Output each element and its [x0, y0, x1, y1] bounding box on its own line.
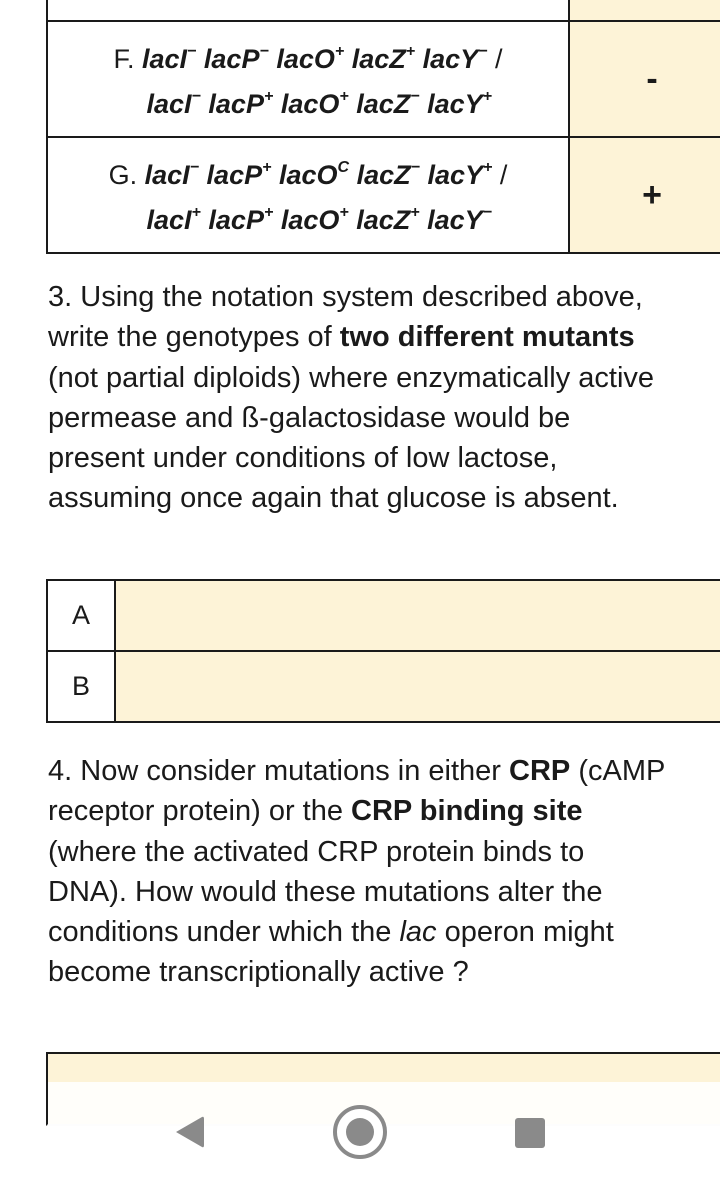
allele: lacI− — [144, 159, 200, 190]
row-label-a: A — [47, 580, 115, 651]
answer-cell-g[interactable]: + — [569, 137, 720, 253]
question-4: 4. Now consider mutations in either CRP (cAMP receptor protein) or the CRP binding site (where the activated CRP protein binds to DNA). How would these mutations alter the conditions under which the lac operon might become transcriptionally active ? — [48, 755, 665, 989]
genotype-line — [48, 79, 568, 124]
answer-table — [46, 579, 720, 723]
genotype-line — [48, 195, 568, 240]
row-label-b: B — [47, 651, 115, 722]
answer-cell-f[interactable]: - — [569, 21, 720, 137]
genotype-line: F. lacI− lacP− lacO+ lacZ+ lacY− / — [113, 43, 503, 74]
genotype-cell-g — [47, 137, 569, 253]
allele: lacY− — [422, 43, 488, 74]
question-3: 3. Using the notation system described above, write the genotypes of two different mutants (not partial diploids) where enzymatically active permease and ß-galactosidase would be present under conditions of low lactose, assuming once again that glucose is absent. — [48, 281, 655, 515]
allele: lacY+ — [427, 159, 493, 190]
allele: lacI+ — [146, 204, 201, 235]
allele: lacP+ — [208, 88, 274, 119]
genotype-line: G. lacI− lacP+ lacO$^C$ lacZ− lacY+ / — [108, 159, 508, 190]
allele: lacP− — [203, 43, 269, 74]
allele: lacI− — [142, 43, 197, 74]
table-row — [47, 21, 720, 137]
genotype-cell-f — [47, 21, 569, 137]
previous-row-answer-cell[interactable] — [569, 0, 720, 21]
allele: lacZ− — [356, 159, 420, 190]
home-circle-icon[interactable] — [330, 1102, 390, 1162]
allele: lacY− — [427, 204, 492, 235]
allele: lacY+ — [427, 88, 492, 119]
allele: lacI− — [146, 88, 201, 119]
allele: lacZ+ — [351, 43, 416, 74]
recents-square-icon[interactable] — [513, 1116, 547, 1150]
allele: lacZ+ — [356, 204, 420, 235]
table-row — [47, 651, 720, 722]
answer-field-a[interactable] — [115, 580, 720, 651]
genotype-table — [46, 0, 720, 254]
allele: lacP+ — [208, 204, 274, 235]
system-navigation-bar — [0, 1096, 720, 1166]
allele: lacP+ — [206, 159, 272, 190]
allele: lacO$^C$ — [278, 159, 350, 190]
table-row — [47, 580, 720, 651]
allele: lacO+ — [276, 43, 345, 74]
allele: lacO+ — [280, 88, 349, 119]
table-row — [47, 137, 720, 253]
allele: lacO+ — [280, 204, 349, 235]
back-triangle-icon[interactable] — [170, 1112, 210, 1152]
allele: lacZ− — [356, 88, 420, 119]
answer-field-b[interactable] — [115, 651, 720, 722]
previous-row-genotype-cell — [47, 0, 569, 21]
